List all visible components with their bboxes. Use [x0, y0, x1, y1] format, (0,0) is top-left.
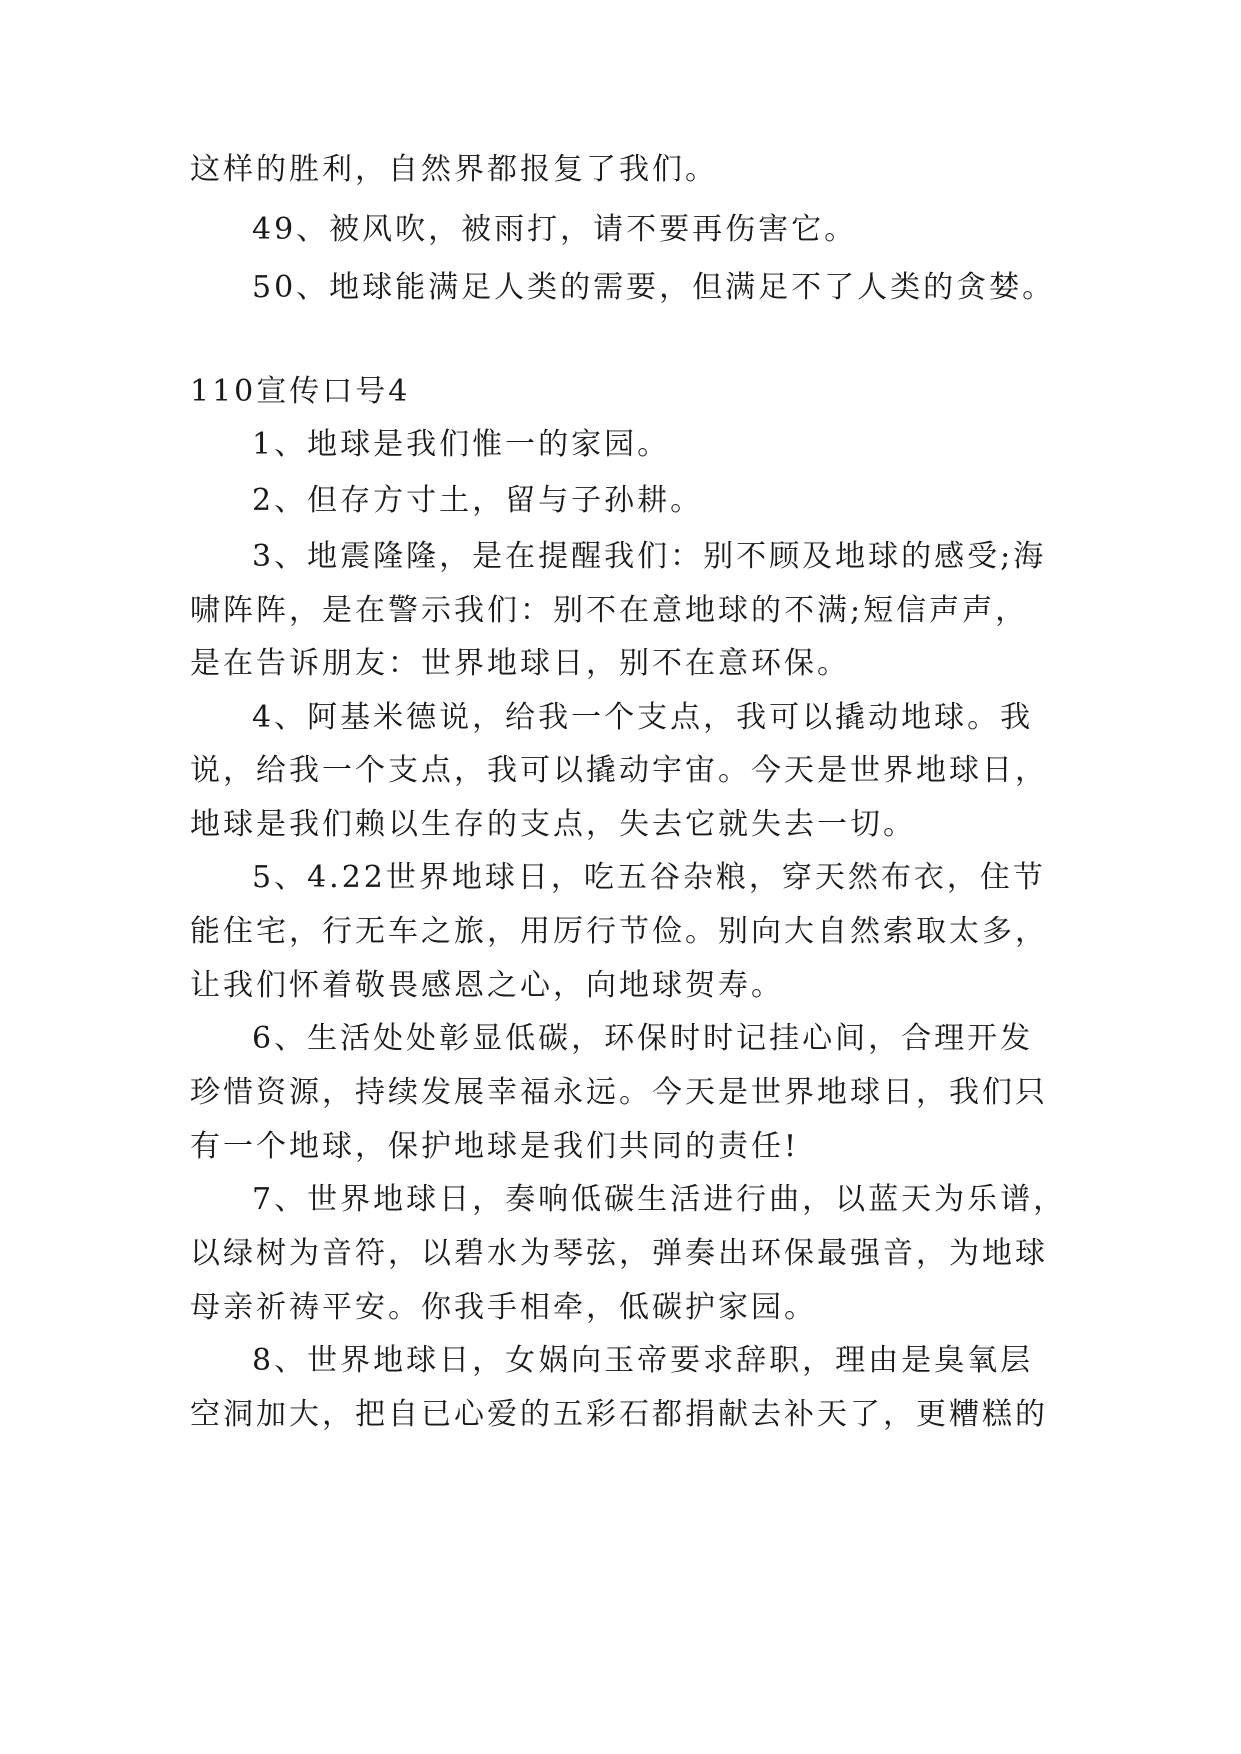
slogan-2: 2、但存方寸土，留与子孙耕。: [252, 483, 704, 518]
slogan-3-line-2: 啸阵阵，是在警示我们：别不在意地球的不满;短信声声，: [190, 593, 1029, 628]
slogan-8-line-2: 空洞加大，把自已心爱的五彩石都捐献去补天了，更糟糕的: [190, 1397, 1048, 1432]
slogan-5-line-1: 5、4.22世界地球日，吃五谷杂粮，穿天然布衣，住节: [252, 860, 1046, 895]
slogan-8-line-1: 8、世界地球日，女娲向玉帝要求辞职，理由是臭氧层: [252, 1343, 1034, 1378]
slogan-6-line-1: 6、生活处处彰显低碳，环保时时记挂心间，合理开发: [252, 1021, 1034, 1056]
slogan-3-line-3: 是在告诉朋友：世界地球日，别不在意环保。: [190, 646, 850, 681]
slogan-4-line-3: 地球是我们赖以生存的支点，失去它就失去一切。: [190, 807, 916, 842]
slogan-49: 49、被风吹，被雨打，请不要再伤害它。: [252, 212, 858, 247]
slogan-3-line-1: 3、地震隆隆，是在提醒我们：别不顾及地球的感受;海: [252, 539, 1047, 574]
section-heading: 110宣传口号4: [190, 374, 411, 409]
slogan-5-line-2: 能住宅，行无车之旅，用厉行节俭。别向大自然索取太多，: [190, 914, 1048, 949]
slogan-7-line-2: 以绿树为音符，以碧水为琴弦，弹奏出环保最强音，为地球: [190, 1236, 1048, 1271]
slogan-1: 1、地球是我们惟一的家园。: [252, 427, 671, 462]
slogan-7-line-3: 母亲祈祷平安。你我手相牵，低碳护家园。: [190, 1290, 817, 1325]
slogan-6-line-3: 有一个地球，保护地球是我们共同的责任!: [190, 1129, 800, 1164]
slogan-4-line-1: 4、阿基米德说，给我一个支点，我可以撬动地球。我: [252, 700, 1034, 735]
slogan-7-line-1: 7、世界地球日，奏响低碳生活进行曲，以蓝天为乐谱，: [252, 1182, 1067, 1217]
slogan-4-line-2: 说，给我一个支点，我可以撬动宇宙。今天是世界地球日，: [190, 753, 1048, 788]
slogan-5-line-3: 让我们怀着敬畏感恩之心，向地球贺寿。: [190, 968, 784, 1003]
slogan-6-line-2: 珍惜资源，持续发展幸福永远。今天是世界地球日，我们只: [190, 1075, 1048, 1110]
paragraph-line: 这样的胜利，自然界都报复了我们。: [190, 152, 718, 187]
slogan-50: 50、地球能满足人类的需要，但满足不了人类的贪婪。: [252, 270, 1056, 305]
